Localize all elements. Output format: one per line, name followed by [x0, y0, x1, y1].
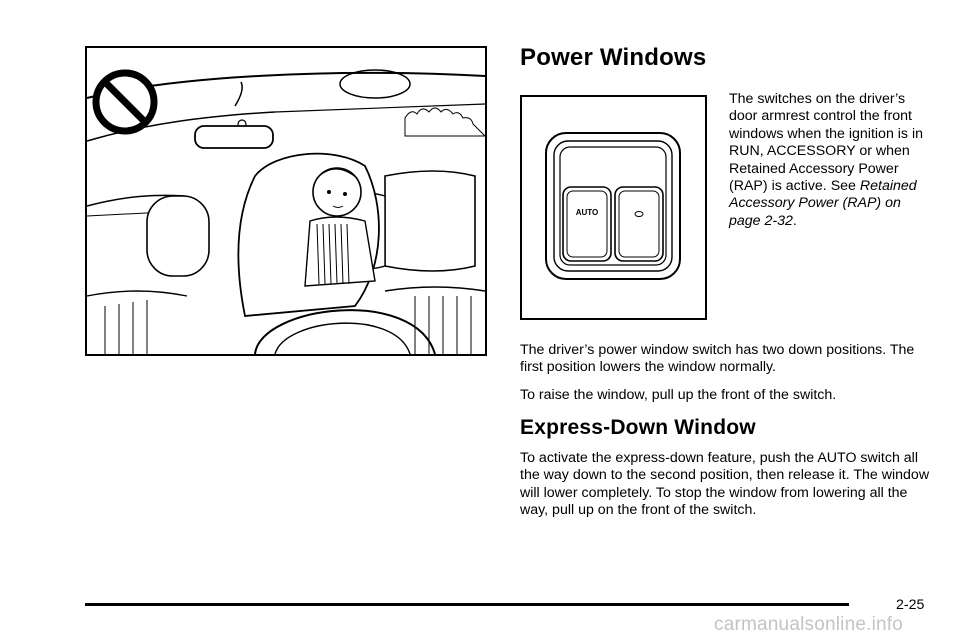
child-seat-warning-illustration — [85, 46, 487, 356]
section-title-express-down: Express-Down Window — [520, 416, 756, 439]
auto-switch-label: AUTO — [575, 208, 599, 217]
paragraph-two-positions: The driver’s power window switch has two down positions. The first position lowers the window normally. — [520, 342, 915, 376]
window-switch-illustration — [520, 95, 707, 320]
section-title-power-windows: Power Windows — [520, 44, 707, 71]
side-text-plain: The switches on the driver’s door armrest control the front windows when the ignition is in RUN, ACCESSORY or when Retained Accessory Power (RAP) is active. See — [729, 91, 924, 195]
watermark: carmanualsonline.info — [714, 614, 904, 635]
rap-cross-reference: Retained Accessory Power (RAP) on page 2-32 — [729, 178, 917, 229]
side-text-end: . — [792, 212, 797, 229]
power-windows-side-text — [729, 91, 934, 230]
page-number: 2-25 — [896, 597, 925, 613]
footer-rule — [85, 603, 849, 606]
paragraph-express-down: To activate the express-down feature, push the AUTO switch all the way down to the second position, then release it. The window will lower completely. To stop the window from lowering all the way, pull up on the front of the switch. — [520, 450, 930, 519]
prohibited-icon — [96, 73, 154, 131]
paragraph-raise-window: To raise the window, pull up the front of the switch. — [520, 387, 837, 403]
